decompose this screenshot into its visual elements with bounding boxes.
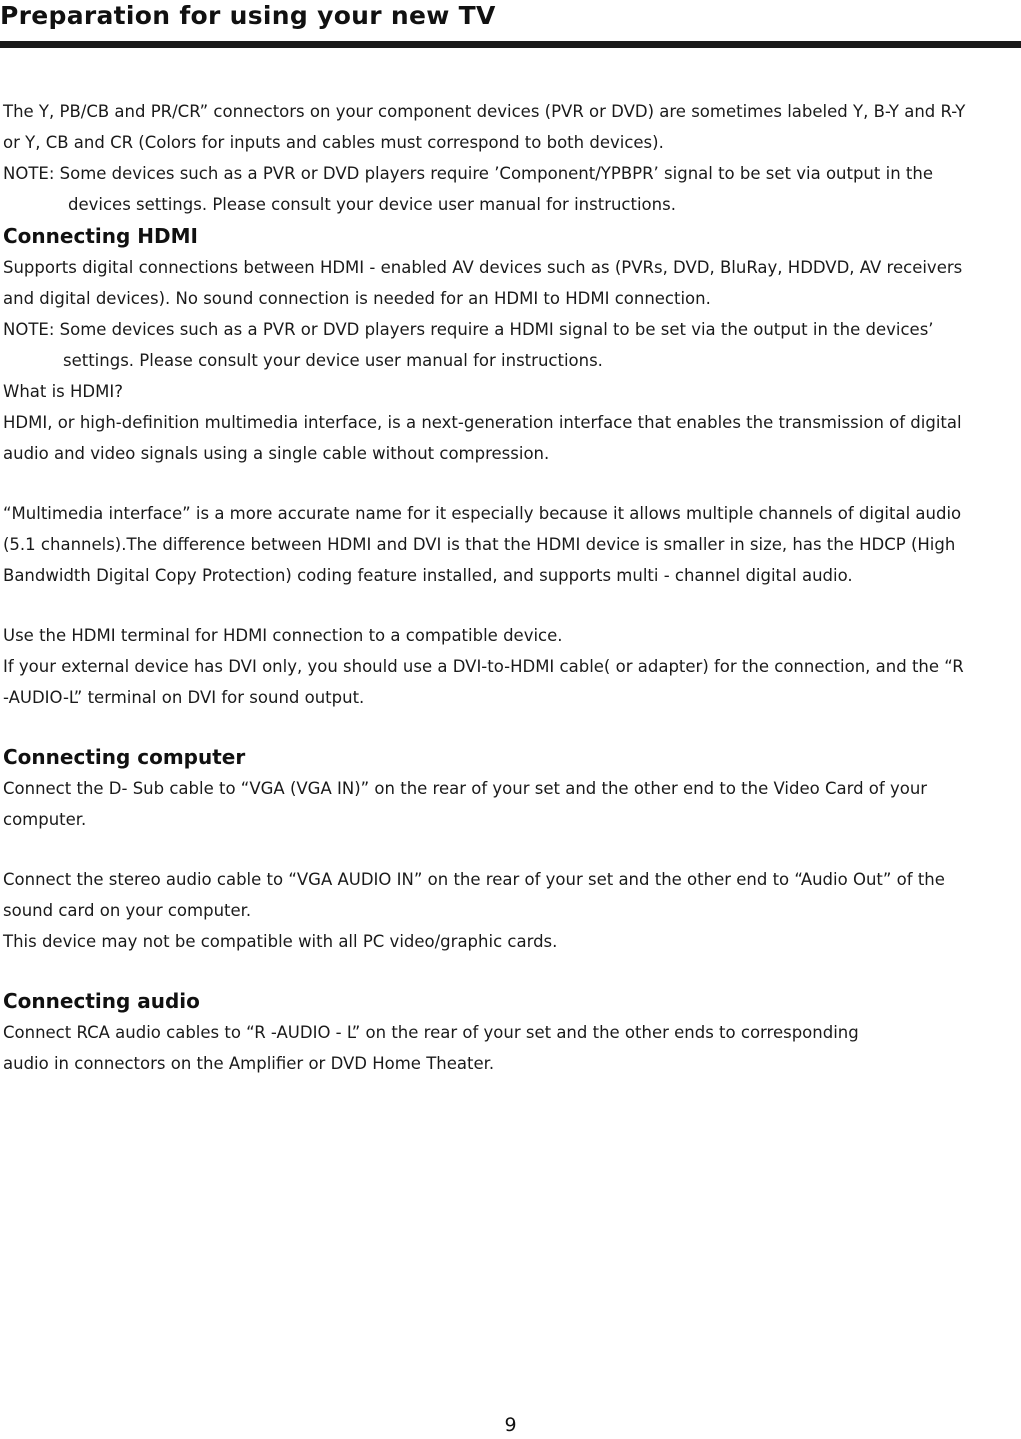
intro-line-2: or Y, CB and CR (Colors for inputs and cables must correspond to both devices).: [3, 133, 664, 152]
computer-heading: Connecting computer: [3, 745, 246, 769]
audio-heading: Connecting audio: [3, 989, 200, 1013]
hdmi-multimedia-line-1: “Multimedia interface” is a more accurate name for it especially because it allows multiple channels of digital audio: [3, 504, 962, 523]
audio-paragraph-line-2: audio in connectors on the Amplifier or DVD Home Theater.: [3, 1054, 495, 1073]
hdmi-heading: Connecting HDMI: [3, 224, 198, 248]
header-rule: [0, 41, 1021, 48]
hdmi-definition-line-2: audio and video signals using a single cable without compression.: [3, 444, 550, 463]
hdmi-paragraph-line-2: and digital devices). No sound connection is needed for an HDMI to HDMI connection.: [3, 289, 711, 308]
hdmi-question: What is HDMI?: [3, 382, 123, 401]
audio-section: [3, 985, 1017, 1079]
audio-paragraph-line-1: Connect RCA audio cables to “R -AUDIO - L” on the rear of your set and the other ends to corresponding: [3, 1023, 859, 1042]
page-number: 9: [504, 1414, 517, 1436]
component-intro-section: [3, 96, 1017, 220]
computer-paragraph-line-1: Connect the D- Sub cable to “VGA (VGA IN)” on the rear of your set and the other end to the Video Card of your: [3, 779, 928, 798]
hdmi-usage-line-3: -AUDIO-L” terminal on DVI for sound output.: [3, 688, 365, 707]
hdmi-usage-line-1: Use the HDMI terminal for HDMI connection to a compatible device.: [3, 626, 563, 645]
hdmi-paragraph-line-1: Supports digital connections between HDMI - enabled AV devices such as (PVRs, DVD, BluRay, HDDVD, AV receivers: [3, 258, 963, 277]
computer-audio-line-2: sound card on your computer.: [3, 901, 252, 920]
hdmi-note-line-2: settings. Please consult your device user manual for instructions.: [63, 351, 603, 370]
hdmi-multimedia-line-3: Bandwidth Digital Copy Protection) coding feature installed, and supports multi - channel digital audio.: [3, 566, 853, 585]
computer-compatibility-note: This device may not be compatible with all PC video/graphic cards.: [3, 932, 558, 951]
computer-section: [3, 741, 1017, 957]
hdmi-section: [3, 220, 1017, 713]
spacer: [3, 469, 1017, 498]
spacer: [3, 591, 1017, 620]
intro-note-line-2: devices settings. Please consult your device user manual for instructions.: [68, 195, 676, 214]
intro-note-line-1: NOTE: Some devices such as a PVR or DVD players require ’Component/YPBPR’ signal to be set via output in the: [3, 164, 933, 183]
computer-paragraph-line-2: computer.: [3, 810, 87, 829]
spacer: [3, 713, 1017, 741]
computer-audio-line-1: Connect the stereo audio cable to “VGA AUDIO IN” on the rear of your set and the other end to “Audio Out” of the: [3, 870, 945, 889]
hdmi-note-line-1: NOTE: Some devices such as a PVR or DVD players require a HDMI signal to be set via the output in the devices’: [3, 320, 934, 339]
hdmi-definition-line-1: HDMI, or high-definition multimedia interface, is a next-generation interface that enables the transmission of digital: [3, 413, 962, 432]
spacer: [3, 835, 1017, 864]
page-title: Preparation for using your new TV: [0, 1, 496, 30]
main-content: [3, 96, 1017, 1079]
hdmi-usage-line-2: If your external device has DVI only, you should use a DVI-to-HDMI cable( or adapter) for the connection, and the “R: [3, 657, 964, 676]
spacer: [3, 957, 1017, 985]
page-header: [0, 0, 1021, 52]
hdmi-multimedia-line-2: (5.1 channels).The difference between HDMI and DVI is that the HDMI device is smaller in size, has the HDCP (High: [3, 535, 956, 554]
intro-line-1: The Y, PB/CB and PR/CR” connectors on your component devices (PVR or DVD) are sometimes labeled Y, B-Y and R-Y: [3, 102, 966, 121]
